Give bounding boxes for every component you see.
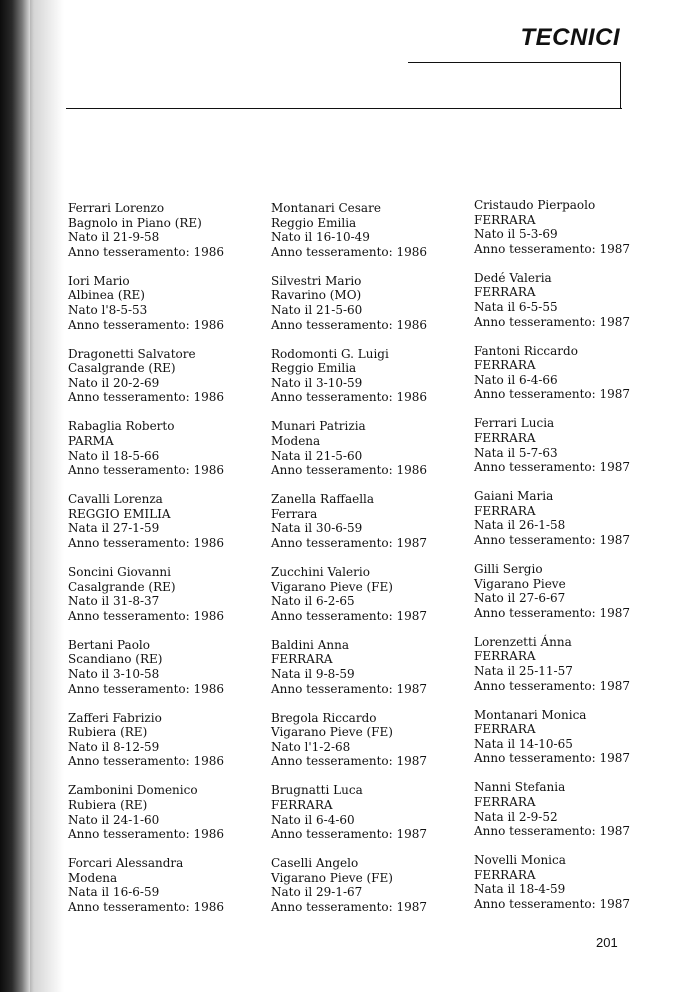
person-birth-date: Nata il 18-4-59 xyxy=(474,882,566,897)
person-name: Baldini Anna xyxy=(271,637,349,652)
column-1 xyxy=(68,201,271,929)
membership-year: Anno tesseramento: 1986 xyxy=(68,608,225,623)
technician-entry xyxy=(68,638,271,711)
person-location: Ferrara xyxy=(271,506,318,521)
person-location: Bagnolo in Piano (RE) xyxy=(68,215,202,230)
person-name: Munari Patrizia xyxy=(271,419,366,434)
person-name: Ferrari Lucia xyxy=(474,416,555,431)
header-frame xyxy=(408,62,621,109)
technician-entry xyxy=(271,856,474,929)
membership-year: Anno tesseramento: 1987 xyxy=(474,751,631,766)
person-location: Reggio Emilia xyxy=(271,361,357,376)
membership-year: Anno tesseramento: 1986 xyxy=(68,681,225,696)
technician-entry xyxy=(271,783,474,856)
membership-year: Anno tesseramento: 1987 xyxy=(474,605,631,620)
person-name: Nanni Stefania xyxy=(474,780,566,795)
person-location: Modena xyxy=(68,870,118,885)
person-name: Dedé Valeria xyxy=(474,270,552,285)
technician-entry xyxy=(68,347,271,420)
technician-entry xyxy=(474,344,664,417)
person-location: Casalgrande (RE) xyxy=(68,361,176,376)
person-birth-date: Nata il 2-9-52 xyxy=(474,809,558,824)
person-name: Soncini Giovanni xyxy=(68,564,171,579)
person-location: REGGIO EMILIA xyxy=(68,506,171,521)
technician-entry xyxy=(271,565,474,638)
person-birth-date: Nato il 6-4-66 xyxy=(474,372,558,387)
person-birth-date: Nato il 24-1-60 xyxy=(68,812,160,827)
person-name: Rodomonti G. Luigi xyxy=(271,346,389,361)
person-location: Albinea (RE) xyxy=(68,288,145,303)
person-location: Rubiera (RE) xyxy=(68,797,148,812)
person-location: FERRARA xyxy=(271,797,333,812)
technician-entry xyxy=(68,783,271,856)
person-name: Zanella Raffaella xyxy=(271,492,375,507)
header-rule xyxy=(66,108,622,109)
person-name: Iori Mario xyxy=(68,273,130,288)
person-birth-date: Nato il 20-2-69 xyxy=(68,375,160,390)
person-location: Vigarano Pieve (FE) xyxy=(271,725,393,740)
person-name: Montanari Cesare xyxy=(271,201,381,215)
person-location: FERRARA xyxy=(474,430,536,445)
person-name: Bregola Riccardo xyxy=(271,710,377,725)
person-birth-date: Nata il 6-5-55 xyxy=(474,299,558,314)
membership-year: Anno tesseramento: 1986 xyxy=(271,463,428,478)
technician-entry xyxy=(474,198,664,271)
person-birth-date: Nato il 3-10-58 xyxy=(68,666,160,681)
person-birth-date: Nato il 18-5-66 xyxy=(68,448,160,463)
technician-entry xyxy=(474,489,664,562)
person-birth-date: Nata il 27-1-59 xyxy=(68,521,160,536)
membership-year: Anno tesseramento: 1986 xyxy=(68,463,225,478)
person-location: FERRARA xyxy=(271,652,333,667)
person-birth-date: Nato il 16-10-49 xyxy=(271,230,370,245)
person-name: Montanari Monica xyxy=(474,707,587,722)
person-name: Fantoni Riccardo xyxy=(474,343,578,358)
person-name: Gaiani Maria xyxy=(474,489,554,504)
technician-entry xyxy=(474,708,664,781)
person-name: Gilli Sergio xyxy=(474,561,543,576)
membership-year: Anno tesseramento: 1986 xyxy=(271,244,428,259)
column-2 xyxy=(271,201,474,929)
technician-entry xyxy=(474,416,664,489)
membership-year: Anno tesseramento: 1986 xyxy=(68,535,225,550)
person-name: Silvestri Mario xyxy=(271,273,362,288)
person-birth-date: Nato il 21-9-58 xyxy=(68,230,160,245)
technician-entry xyxy=(271,419,474,492)
membership-year: Anno tesseramento: 1986 xyxy=(68,899,225,914)
membership-year: Anno tesseramento: 1987 xyxy=(474,460,631,475)
person-location: Ravarino (MO) xyxy=(271,288,362,303)
person-name: Cristaudo Pierpaolo xyxy=(474,198,596,212)
person-birth-date: Nato il 21-5-60 xyxy=(271,302,363,317)
person-location: FERRARA xyxy=(474,503,536,518)
person-birth-date: Nato il 6-2-65 xyxy=(271,594,355,609)
person-birth-date: Nata il 30-6-59 xyxy=(271,521,363,536)
technician-entry xyxy=(271,201,474,274)
person-location: Modena xyxy=(271,433,321,448)
membership-year: Anno tesseramento: 1987 xyxy=(271,899,428,914)
technician-entry xyxy=(271,274,474,347)
person-name: Novelli Monica xyxy=(474,853,566,868)
membership-year: Anno tesseramento: 1986 xyxy=(271,390,428,405)
membership-year: Anno tesseramento: 1987 xyxy=(474,532,631,547)
person-birth-date: Nato l'1-2-68 xyxy=(271,739,351,754)
technician-entry xyxy=(271,638,474,711)
person-birth-date: Nato il 8-12-59 xyxy=(68,739,160,754)
person-birth-date: Nata il 14-10-65 xyxy=(474,736,573,751)
technicians-list xyxy=(68,198,664,929)
person-location: FERRARA xyxy=(474,358,536,373)
person-birth-date: Nato il 5-3-69 xyxy=(474,227,558,242)
person-location: Vigarano Pieve (FE) xyxy=(271,870,393,885)
membership-year: Anno tesseramento: 1987 xyxy=(474,241,631,256)
technician-entry xyxy=(271,492,474,565)
person-location: PARMA xyxy=(68,433,114,448)
person-name: Caselli Angelo xyxy=(271,856,359,871)
person-name: Zambonini Domenico xyxy=(68,783,198,798)
person-location: FERRARA xyxy=(474,649,536,664)
person-birth-date: Nato il 3-10-59 xyxy=(271,375,363,390)
membership-year: Anno tesseramento: 1987 xyxy=(474,896,631,911)
column-3 xyxy=(474,198,664,929)
person-birth-date: Nata il 5-7-63 xyxy=(474,445,558,460)
person-location: FERRARA xyxy=(474,285,536,300)
technician-entry xyxy=(271,711,474,784)
membership-year: Anno tesseramento: 1986 xyxy=(68,827,225,842)
person-name: Zucchini Valerio xyxy=(271,564,370,579)
person-birth-date: Nato l'8-5-53 xyxy=(68,302,148,317)
person-birth-date: Nata il 21-5-60 xyxy=(271,448,363,463)
person-location: Rubiera (RE) xyxy=(68,725,148,740)
person-location: Vigarano Pieve (FE) xyxy=(271,579,393,594)
person-location: FERRARA xyxy=(474,212,536,227)
membership-year: Anno tesseramento: 1986 xyxy=(68,754,225,769)
person-location: Casalgrande (RE) xyxy=(68,579,176,594)
person-location: Vigarano Pieve xyxy=(474,576,566,591)
technician-entry xyxy=(68,711,271,784)
person-birth-date: Nato il 27-6-67 xyxy=(474,591,566,606)
membership-year: Anno tesseramento: 1987 xyxy=(271,681,428,696)
person-birth-date: Nata il 25-11-57 xyxy=(474,663,573,678)
page-gutter-shading xyxy=(30,0,64,992)
person-name: Brugnatti Luca xyxy=(271,783,363,798)
person-location: FERRARA xyxy=(474,794,536,809)
membership-year: Anno tesseramento: 1987 xyxy=(474,387,631,402)
technician-entry xyxy=(68,565,271,638)
membership-year: Anno tesseramento: 1986 xyxy=(68,390,225,405)
technician-entry xyxy=(474,562,664,635)
person-name: Ferrari Lorenzo xyxy=(68,201,165,215)
person-name: Bertani Paolo xyxy=(68,637,150,652)
person-name: Dragonetti Salvatore xyxy=(68,346,196,361)
technician-entry xyxy=(68,201,271,274)
person-birth-date: Nato il 6-4-60 xyxy=(271,812,355,827)
membership-year: Anno tesseramento: 1987 xyxy=(271,535,428,550)
membership-year: Anno tesseramento: 1987 xyxy=(271,754,428,769)
technician-entry xyxy=(68,274,271,347)
membership-year: Anno tesseramento: 1987 xyxy=(271,827,428,842)
person-name: Forcari Alessandra xyxy=(68,856,184,871)
technician-entry xyxy=(474,635,664,708)
person-birth-date: Nata il 16-6-59 xyxy=(68,885,160,900)
technician-entry xyxy=(68,492,271,565)
person-name: Zafferi Fabrizio xyxy=(68,710,162,725)
person-location: FERRARA xyxy=(474,867,536,882)
person-name: Lorenzetti Ánna xyxy=(474,634,572,649)
person-birth-date: Nato il 29-1-67 xyxy=(271,885,363,900)
technician-entry xyxy=(68,856,271,929)
person-birth-date: Nata il 26-1-58 xyxy=(474,518,566,533)
person-birth-date: Nata il 9-8-59 xyxy=(271,666,355,681)
technician-entry xyxy=(68,419,271,492)
membership-year: Anno tesseramento: 1986 xyxy=(68,244,225,259)
book-binding-shadow xyxy=(0,0,34,992)
technician-entry xyxy=(271,347,474,420)
page-title: TECNICI xyxy=(520,24,620,51)
membership-year: Anno tesseramento: 1986 xyxy=(68,317,225,332)
person-location: Scandiano (RE) xyxy=(68,652,163,667)
technician-entry xyxy=(474,271,664,344)
person-name: Rabaglia Roberto xyxy=(68,419,175,434)
page-number: 201 xyxy=(596,935,618,950)
person-location: FERRARA xyxy=(474,722,536,737)
person-birth-date: Nato il 31-8-37 xyxy=(68,594,160,609)
membership-year: Anno tesseramento: 1987 xyxy=(474,314,631,329)
membership-year: Anno tesseramento: 1987 xyxy=(271,608,428,623)
person-name: Cavalli Lorenza xyxy=(68,492,163,507)
technician-entry xyxy=(474,780,664,853)
technician-entry xyxy=(474,853,664,926)
person-location: Reggio Emilia xyxy=(271,215,357,230)
membership-year: Anno tesseramento: 1986 xyxy=(271,317,428,332)
membership-year: Anno tesseramento: 1987 xyxy=(474,824,631,839)
membership-year: Anno tesseramento: 1987 xyxy=(474,678,631,693)
